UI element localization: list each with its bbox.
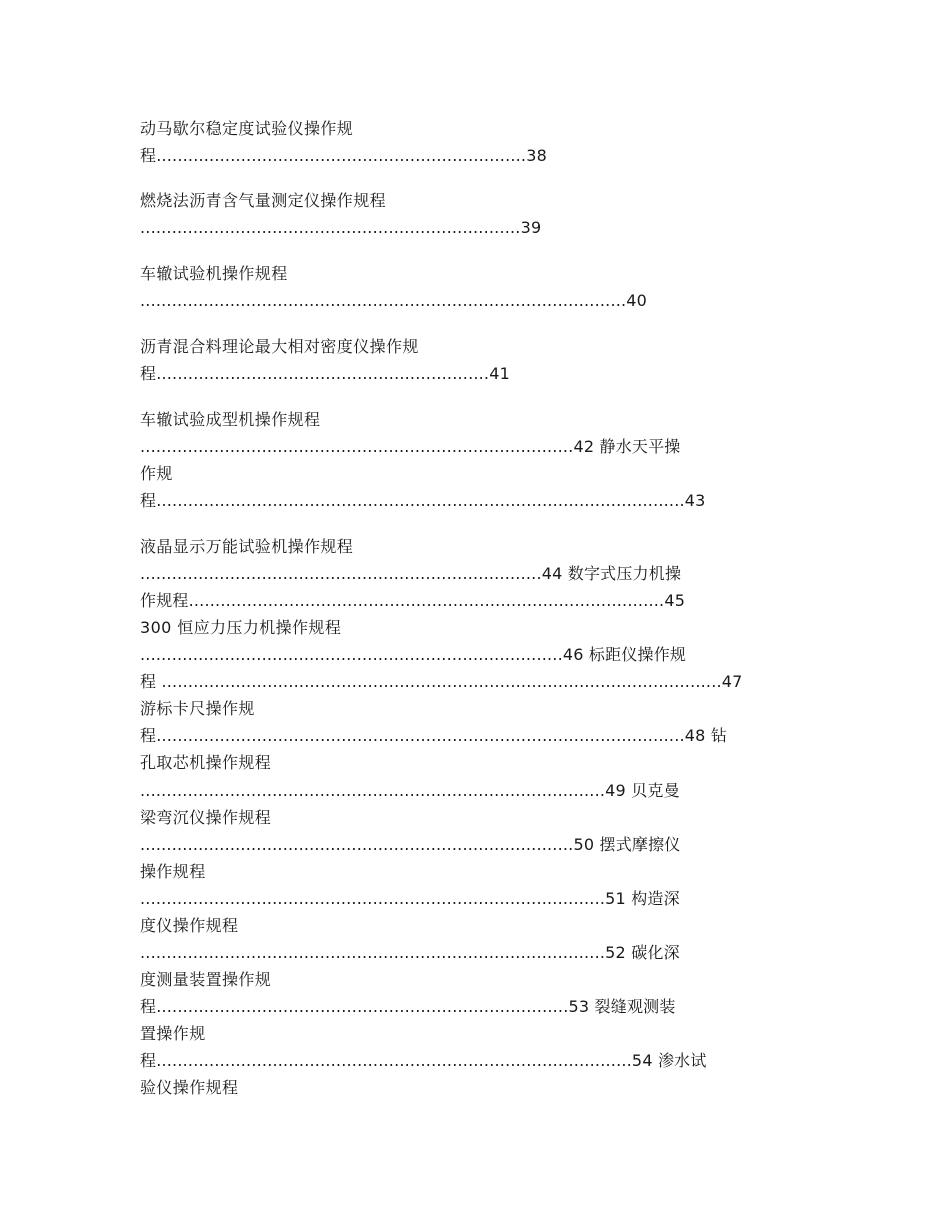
toc-line: ........................................................................................52 碳化深 <box>140 943 680 962</box>
toc-line: 燃烧法沥青含气量测定仪操作规程 <box>140 191 387 210</box>
toc-line: 程..............................................................................53 裂缝观测装 <box>140 997 676 1016</box>
toc-line: 程....................................................................................................43 <box>140 491 706 510</box>
toc-line: ..................................................................................42 静水天平操 <box>140 437 681 456</box>
toc-line: 车辙试验机操作规程 <box>140 264 288 283</box>
toc-line: 置操作规 <box>140 1024 206 1043</box>
toc-line: 300 恒应力压力机操作规程 <box>140 618 342 637</box>
toc-line: 孔取芯机操作规程 <box>140 753 272 772</box>
toc-line: 沥青混合料理论最大相对密度仪操作规 <box>140 337 419 356</box>
toc-line: ............................................................................................40 <box>140 291 648 310</box>
toc-line: 作规 <box>140 464 173 483</box>
toc-line: 程 ..........................................................................................................47 <box>140 672 743 691</box>
toc-line: 动马歇尔稳定度试验仪操作规 <box>140 119 354 138</box>
toc-line: ..................................................................................50 摆式摩擦仪 <box>140 835 681 854</box>
toc-line: ............................................................................44 数字式压力机操 <box>140 564 682 583</box>
toc-line: 游标卡尺操作规 <box>140 699 255 718</box>
toc-line: 程......................................................................38 <box>140 146 547 165</box>
toc-line: 车辙试验成型机操作规程 <box>140 410 321 429</box>
toc-line: 作规程..........................................................................................45 <box>140 591 686 610</box>
toc-line: 梁弯沉仪操作规程 <box>140 808 272 827</box>
toc-line: 程..........................................................................................54 渗水试 <box>140 1051 707 1070</box>
toc-line: ................................................................................46 标距仪操作规 <box>140 645 687 664</box>
toc-line: 验仪操作规程 <box>140 1078 239 1097</box>
toc-line: ........................................................................39 <box>140 218 542 237</box>
toc-line: 程....................................................................................................48 钻 <box>140 726 728 745</box>
toc-line: ........................................................................................49 贝克曼 <box>140 781 680 800</box>
toc-line: 度仪操作规程 <box>140 916 239 935</box>
toc-line: 度测量装置操作规 <box>140 970 272 989</box>
toc-line: 液晶显示万能试验机操作规程 <box>140 537 354 556</box>
toc-line: ........................................................................................51 构造深 <box>140 889 680 908</box>
toc-line: 操作规程 <box>140 862 206 881</box>
toc-line: 程...............................................................41 <box>140 364 510 383</box>
